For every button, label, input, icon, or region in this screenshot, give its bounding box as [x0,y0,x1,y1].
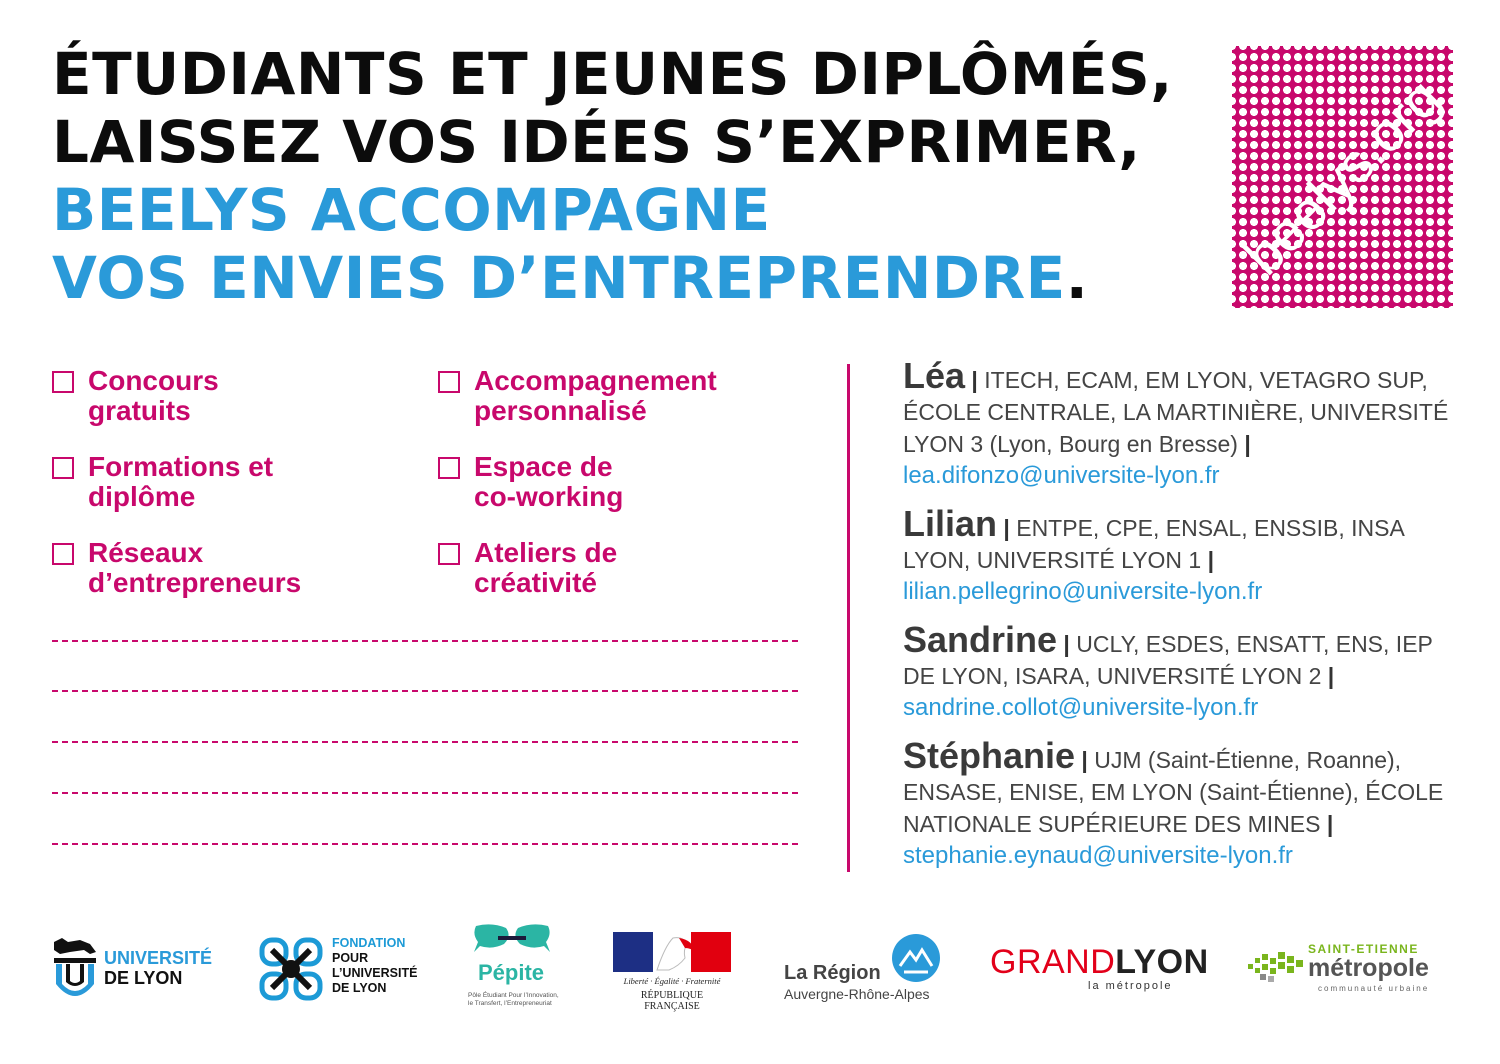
service-coworking[interactable] [438,452,623,512]
checkbox-icon[interactable] [52,371,74,393]
service-label: Espace de co-working [474,451,624,512]
writing-line[interactable] [52,843,798,845]
contact-info [903,355,1463,460]
contact-email[interactable]: lilian.pellegrino@universite-lyon.fr [903,578,1263,605]
headline-line-1: ÉTUDIANTS ET JEUNES DIPLÔMÉS, [52,40,1173,108]
writing-line[interactable] [52,640,798,642]
headline-line-2: LAISSEZ VOS IDÉES S’EXPRIMER, [52,108,1141,176]
contact-lilian [903,503,1463,608]
contact-info [903,735,1463,840]
udl-line2: DE LYON [104,968,183,988]
region-line1: La Région [784,962,881,984]
logo-universite-de-lyon[interactable] [50,934,220,1004]
contact-lea [903,355,1463,492]
checkbox-icon[interactable] [438,543,460,565]
separator: | [1321,663,1335,689]
separator: | [997,515,1017,541]
service-label: Formations et diplôme [88,451,274,512]
contact-schools: ENTPE, CPE, ENSAL, ENSSIB, INSA LYON, UNIVERSITÉ LYON 1 [903,515,1404,573]
headline-line-3: BEELYS ACCOMPAGNE [52,176,771,244]
service-ateliers[interactable] [438,538,617,598]
sem-pixel-icon [1246,946,1304,986]
contact-email[interactable]: sandrine.collot@universite-lyon.fr [903,694,1259,721]
fondation-line3: L’UNIVERSITÉ [332,966,418,980]
pepite-tagline2: le Transfert, l’Entrepreneuriat [468,1000,552,1007]
checkbox-icon[interactable] [52,457,74,479]
stamp-label-wrap [1232,46,1453,308]
service-accompagnement[interactable] [438,366,717,426]
contact-schools: UJM (Saint-Étienne, Roanne), ENSASE, ENISE, EM LYON (Saint-Étienne), ÉCOLE NATIONALE SUPÉRIEURE DES MINES [903,747,1444,837]
service-concours[interactable] [52,366,219,426]
headline-period: . [1065,244,1089,312]
contact-email[interactable]: stephanie.eynaud@universite-lyon.fr [903,842,1293,869]
separator: | [1057,631,1077,657]
headline-line-4-text: VOS ENVIES D’ENTREPRENDRE [52,244,1066,312]
grandlyon-grand: GRAND [990,943,1116,981]
contact-name: Lilian [903,503,998,544]
logo-saint-etienne-metropole[interactable] [1246,942,1456,998]
service-formations[interactable] [52,452,273,512]
logo-grand-lyon[interactable] [990,942,1209,992]
pepite-tagline1: Pôle Étudiant Pour l’Innovation, [468,992,559,999]
grandlyon-sub: la métropole [1088,980,1173,992]
separator: | [1201,547,1215,573]
contact-name: Léa [903,355,966,396]
stamp-url[interactable]: beelys.org [1233,67,1452,287]
checkbox-icon[interactable] [438,371,460,393]
checkbox-icon[interactable] [52,543,74,565]
contact-email[interactable]: lea.difonzo@universite-lyon.fr [903,462,1220,489]
headline [52,40,1212,312]
writing-line[interactable] [52,690,798,692]
republique-name: RÉPUBLIQUE FRANÇAISE [640,990,704,1012]
logo-region-aura[interactable] [784,932,944,1004]
pepite-name: Pépite [478,960,545,985]
marianne-flag-icon [613,932,731,972]
fondation-knot-icon [258,936,324,1002]
checkbox-icon[interactable] [438,457,460,479]
sem-top: SAINT-ETIENNE [1308,942,1419,956]
contact-name: Sandrine [903,619,1058,660]
separator: | [1075,747,1095,773]
grandlyon-lyon: LYON [1115,943,1209,981]
sem-sub: communauté urbaine [1318,984,1430,993]
service-reseaux[interactable] [52,538,301,598]
separator: | [1320,811,1334,837]
contact-schools: ITECH, ECAM, EM LYON, VETAGRO SUP, ÉCOLE CENTRALE, LA MARTINIÈRE, UNIVERSITÉ LYON 3 (Lyon, Bourg en Bresse) [903,367,1449,457]
udl-line1: UNIVERSITÉ [104,948,213,968]
headline-line-4 [52,244,1212,312]
sem-main: métropole [1308,954,1429,982]
contact-name: Stéphanie [903,735,1076,776]
lion-shield-icon [50,934,100,1004]
logo-pepite[interactable] [466,922,558,1014]
contact-schools: UCLY, ESDES, ENSATT, ENS, IEP DE LYON, ISARA, UNIVERSITÉ LYON 2 [903,631,1433,689]
fondation-line4: DE LYON [332,981,387,995]
separator: | [1237,431,1251,457]
service-label: Concours gratuits [88,365,219,426]
logo-fondation[interactable] [258,934,428,1004]
writing-line[interactable] [52,792,798,794]
service-label: Ateliers de créativité [474,537,618,598]
column-divider [847,364,850,872]
logo-republique-francaise[interactable] [613,932,733,1012]
speech-bubbles-icon [472,922,552,958]
service-label: Accompagnement personnalisé [474,365,717,426]
contact-stephanie [903,735,1463,872]
republique-motto: Liberté · Égalité · Fraternité [623,976,721,986]
contact-info [903,503,1463,576]
fondation-line1: FONDATION [332,936,406,950]
contact-info [903,619,1463,692]
fondation-line2: POUR [332,951,369,965]
region-mountain-icon [890,932,942,984]
writing-line[interactable] [52,741,798,743]
separator: | [965,367,985,393]
region-line2: Auvergne-Rhône-Alpes [784,986,930,1002]
service-label: Réseaux d’entrepreneurs [88,537,302,598]
contact-sandrine [903,619,1463,724]
